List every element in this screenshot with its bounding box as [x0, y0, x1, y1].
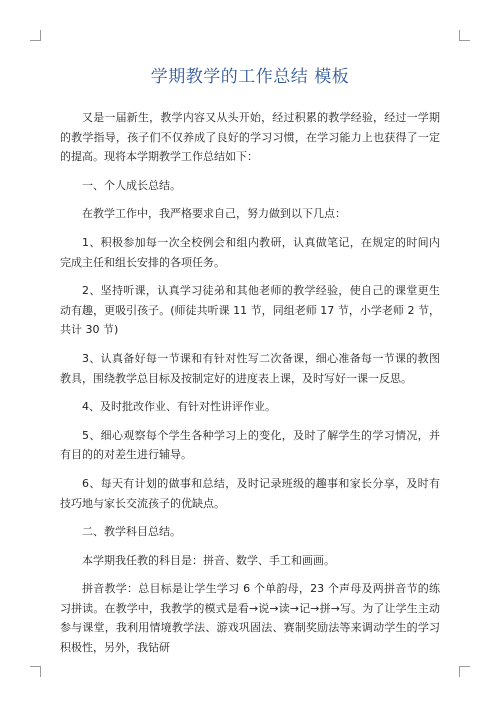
- list-item-2: 2、坚持听课，认真学习徒弟和其他老师的教学经验，使自己的课堂更生动有趣，更吸引孩子。(师徒共听课 11 节，同组老师 17 节，小学老师 2 节，共计 30 节): [60, 284, 440, 337]
- list-item-5: 5、细心观察每个学生各种学习上的变化，及时了解学生的学习情况，并有目的的对差生进行辅导。: [60, 428, 440, 462]
- list-item-1: 1、积极参加每一次全校例会和组内教研，认真做笔记，在规定的时间内完成主任和组长安排的各项任务。: [60, 235, 440, 269]
- paragraph-pinyin: 拼音教学：总目标是让学生学习 6 个单韵母，23 个声母及两拼音节的练习拼读。在教学中，我教学的模式是看→说→读→记→拼→写。为了让学生主动参与课堂，我利用情境教学法、游戏巩固法、赛制奖励法等来调动学生的学习积极性，另外，我钻研: [60, 582, 440, 655]
- crop-mark-bottom-right: [459, 666, 470, 677]
- heading-subject-summary: 二、教学科目总结。: [82, 525, 181, 539]
- list-item-6: 6、每天有计划的做事和总结，及时记录班级的趣事和家长分享，及时有技巧地与家长交流孩子的优缺点。: [60, 476, 440, 510]
- crop-mark-top-left: [30, 30, 41, 41]
- document-body: [60, 108, 440, 667]
- document-title: 学期教学的工作总结 模板: [150, 67, 350, 87]
- paragraph-subjects: 本学期我任教的科目是：拼音、数学、手工和画画。: [82, 553, 335, 567]
- heading-personal-growth: 一、个人成长总结。: [82, 178, 181, 192]
- list-item-4: 4、及时批改作业、有针对性讲评作业。: [82, 400, 276, 414]
- paragraph-requirements: 在教学工作中，我严格要求自己，努力做到以下几点：: [82, 207, 346, 221]
- paragraph-intro: 又是一届新生，教学内容又从头开始，经过积累的教学经验，经过一学期的教学指导，孩子们不仅养成了良好的学习习惯，在学习能力上也获得了一定的提高。现将本学期教学工作总结如下：: [60, 111, 440, 164]
- crop-mark-bottom-left: [30, 666, 41, 677]
- crop-mark-top-right: [459, 30, 470, 41]
- list-item-3: 3、认真备好每一节课和有针对性写二次备课，细心准备每一节课的教图教具，围绕教学总目标及按制定好的进度表上课，及时写好一课一反思。: [60, 351, 440, 385]
